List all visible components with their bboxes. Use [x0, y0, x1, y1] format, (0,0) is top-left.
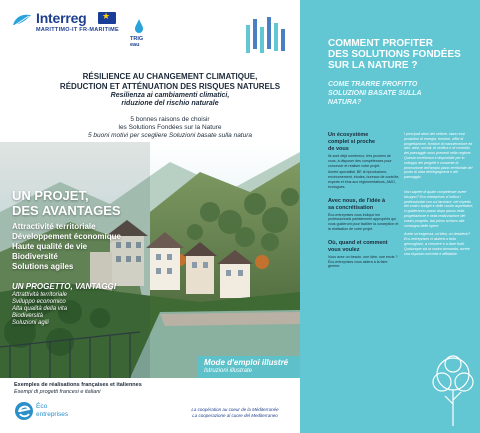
eco-entreprises-logo — [14, 400, 84, 428]
eco-logo-icon — [14, 400, 34, 422]
guide-badge-it: Istruzioni illustrate — [204, 368, 253, 374]
eco-line-2: entreprises — [36, 411, 69, 418]
headline-line-2: DES AVANTAGES — [12, 203, 121, 218]
right-title-it-line-3: NATURA? — [328, 99, 362, 106]
heading-line: complet si proche — [328, 139, 376, 145]
water-drop-icon — [134, 18, 144, 34]
text-column-left — [328, 132, 400, 271]
list-item: Haute qualité de vie — [12, 242, 88, 251]
inside-panel — [300, 0, 480, 433]
paragraph-it: Avete un'esigenza, un'idea, un desiderio? Eco-entreprises vi aiuterà a farla germogliare, a crescere e a dare frutti. Qualunque sia la vostra domanda, avrete una risposta concreta e affidabile. — [404, 232, 471, 256]
list-item: Attrattività territoriale — [12, 292, 68, 298]
section-heading — [328, 198, 400, 212]
list-item: Solutions agiles — [12, 262, 74, 271]
subtitle — [0, 116, 300, 140]
bars-logo-icon — [244, 15, 288, 57]
cooperation-tagline — [170, 407, 300, 419]
heading-line: Un écosystème — [328, 132, 369, 138]
list-item: Biodiversità — [12, 313, 44, 319]
eco-wordmark — [36, 403, 68, 419]
heading-line: vous voulez — [328, 246, 360, 253]
right-title-it-line-1: COME TRARRE PROFITTO — [328, 81, 418, 88]
paragraph: Vous avez un besoin, une idée, une envie ? Éco-entreprises vous aidera à la faire germer. — [328, 254, 398, 269]
heading-line: de vous — [328, 146, 349, 152]
leaf-icon — [12, 13, 32, 27]
trig-eau-logo — [130, 36, 143, 48]
main-title — [0, 72, 300, 108]
cooperation-it: La cooperazione al cuore del Mediterraneo — [192, 413, 278, 418]
trig-line-1: TRIG — [130, 36, 144, 42]
heading-line: sa concrétisation — [328, 204, 374, 211]
right-title-line-2: DES SOLUTIONS FONDÉES — [328, 49, 461, 60]
right-title-it — [328, 80, 468, 107]
examples-fr: Exemples de réalisations françaises et italiennes — [14, 382, 142, 388]
guide-badge-fr: Mode d'emploi illustré — [204, 358, 289, 367]
subtitle-fr-line-2: les Solutions Fondées sur la Nature — [118, 124, 222, 131]
list-item: Soluzioni agili — [12, 320, 49, 326]
title-it-line-1: Resilienza ai cambiamenti climatici, — [110, 92, 230, 99]
project-headline — [12, 188, 121, 218]
paragraph: Avrete specialisti, BE di riproduzione, environnement, études, bureaux de contrôle, experts et élus aux réglementations, AMO, écologues. — [328, 170, 400, 189]
eu-flag-icon — [98, 12, 116, 24]
interreg-logo — [12, 10, 212, 46]
paragraph: Éco-entreprises vous indique les professionnels parfaitement appropriés qui vous guideront pour faciliter la conception et la réalisation de votre projet. — [328, 212, 399, 231]
headline-line-1: UN PROJET, — [12, 188, 89, 203]
list-item: Biodiversité — [12, 252, 58, 261]
title-fr-line-1: RÉSILIENCE AU CHANGEMENT CLIMATIQUE, — [82, 72, 258, 81]
section-heading — [328, 240, 400, 254]
advantages-list-it — [12, 292, 67, 327]
project-headline-it: UN PROGETTO, VANTAGGI — [12, 282, 117, 291]
advantages-list — [12, 222, 121, 272]
section-heading — [328, 132, 400, 153]
examples-caption — [14, 382, 142, 396]
title-fr-line-2: RÉDUCTION ET ATTÉNUATION DES RISQUES NATURELS — [59, 82, 281, 91]
heading-line: Où, quand et comment — [328, 239, 388, 246]
title-it-line-2: riduzione del rischio naturale — [121, 100, 219, 107]
heading-line: Avec nous, de l'idée à — [328, 197, 386, 204]
interreg-wordmark: Interreg — [36, 10, 87, 26]
right-title-line-1: COMMENT PROFITER — [328, 38, 433, 49]
right-title-it-line-2: SOLUZIONI BASATE SULLA — [328, 90, 422, 97]
guide-badge — [198, 356, 300, 378]
list-item: Alta qualità della vita — [12, 306, 68, 312]
paragraph-it: I principali attori del settore, siano essi produttori di energia, fornitori, uffici di progettazione, fornitori di manutenzione ed altri, attivi, sociali, di verifica e di controllo del paesaggio sono presenti nella regione. Questa eccellenza è disponibile per lo sviluppo dei progetti e consente la promozione dell'ampio piano territoriale del punto di vista dell'ingegneria e del paesaggio. — [404, 132, 473, 180]
list-item: Sviluppo economico — [12, 299, 66, 305]
trig-line-2: eau — [130, 42, 140, 48]
right-title — [328, 38, 476, 71]
text-column-right — [404, 132, 474, 260]
paragraph: Ils sont déjà nombreux, très proches de vous, à disposer des compétences pour concevoir et réaliser votre projet. — [328, 154, 392, 168]
paragraph-it: Non sapete di quale competenze avete bisogno? Eco-entreprises vi indica i professionisti con cui lavorare, nel rispetto del vostro budget e delle vostre aspettative, vi guideranno passo dopo passo nella progettazione e nella realizzazione del vostro progetto, dal primo schizzo alla consegna delle opere. — [404, 189, 474, 228]
subtitle-it: 5 buoni motivi per scegliere Soluzioni basate sulla natura — [87, 132, 253, 139]
list-item: Développement économique — [12, 232, 121, 241]
examples-it: Esempi di progetti francesi e italiani — [14, 389, 101, 395]
eco-line-1: Éco — [36, 403, 48, 410]
programme-name: MARITTIMO-IT FR-MARITIME — [36, 27, 119, 33]
subtitle-fr-line-1: 5 bonnes raisons de choisir — [130, 116, 210, 123]
cooperation-fr: La coopération au coeur de la Méditerranée — [191, 407, 279, 412]
list-item: Attractivité territoriale — [12, 222, 96, 231]
tree-illustration-icon — [430, 352, 476, 428]
right-title-line-3: SUR LA NATURE ? — [328, 60, 418, 71]
